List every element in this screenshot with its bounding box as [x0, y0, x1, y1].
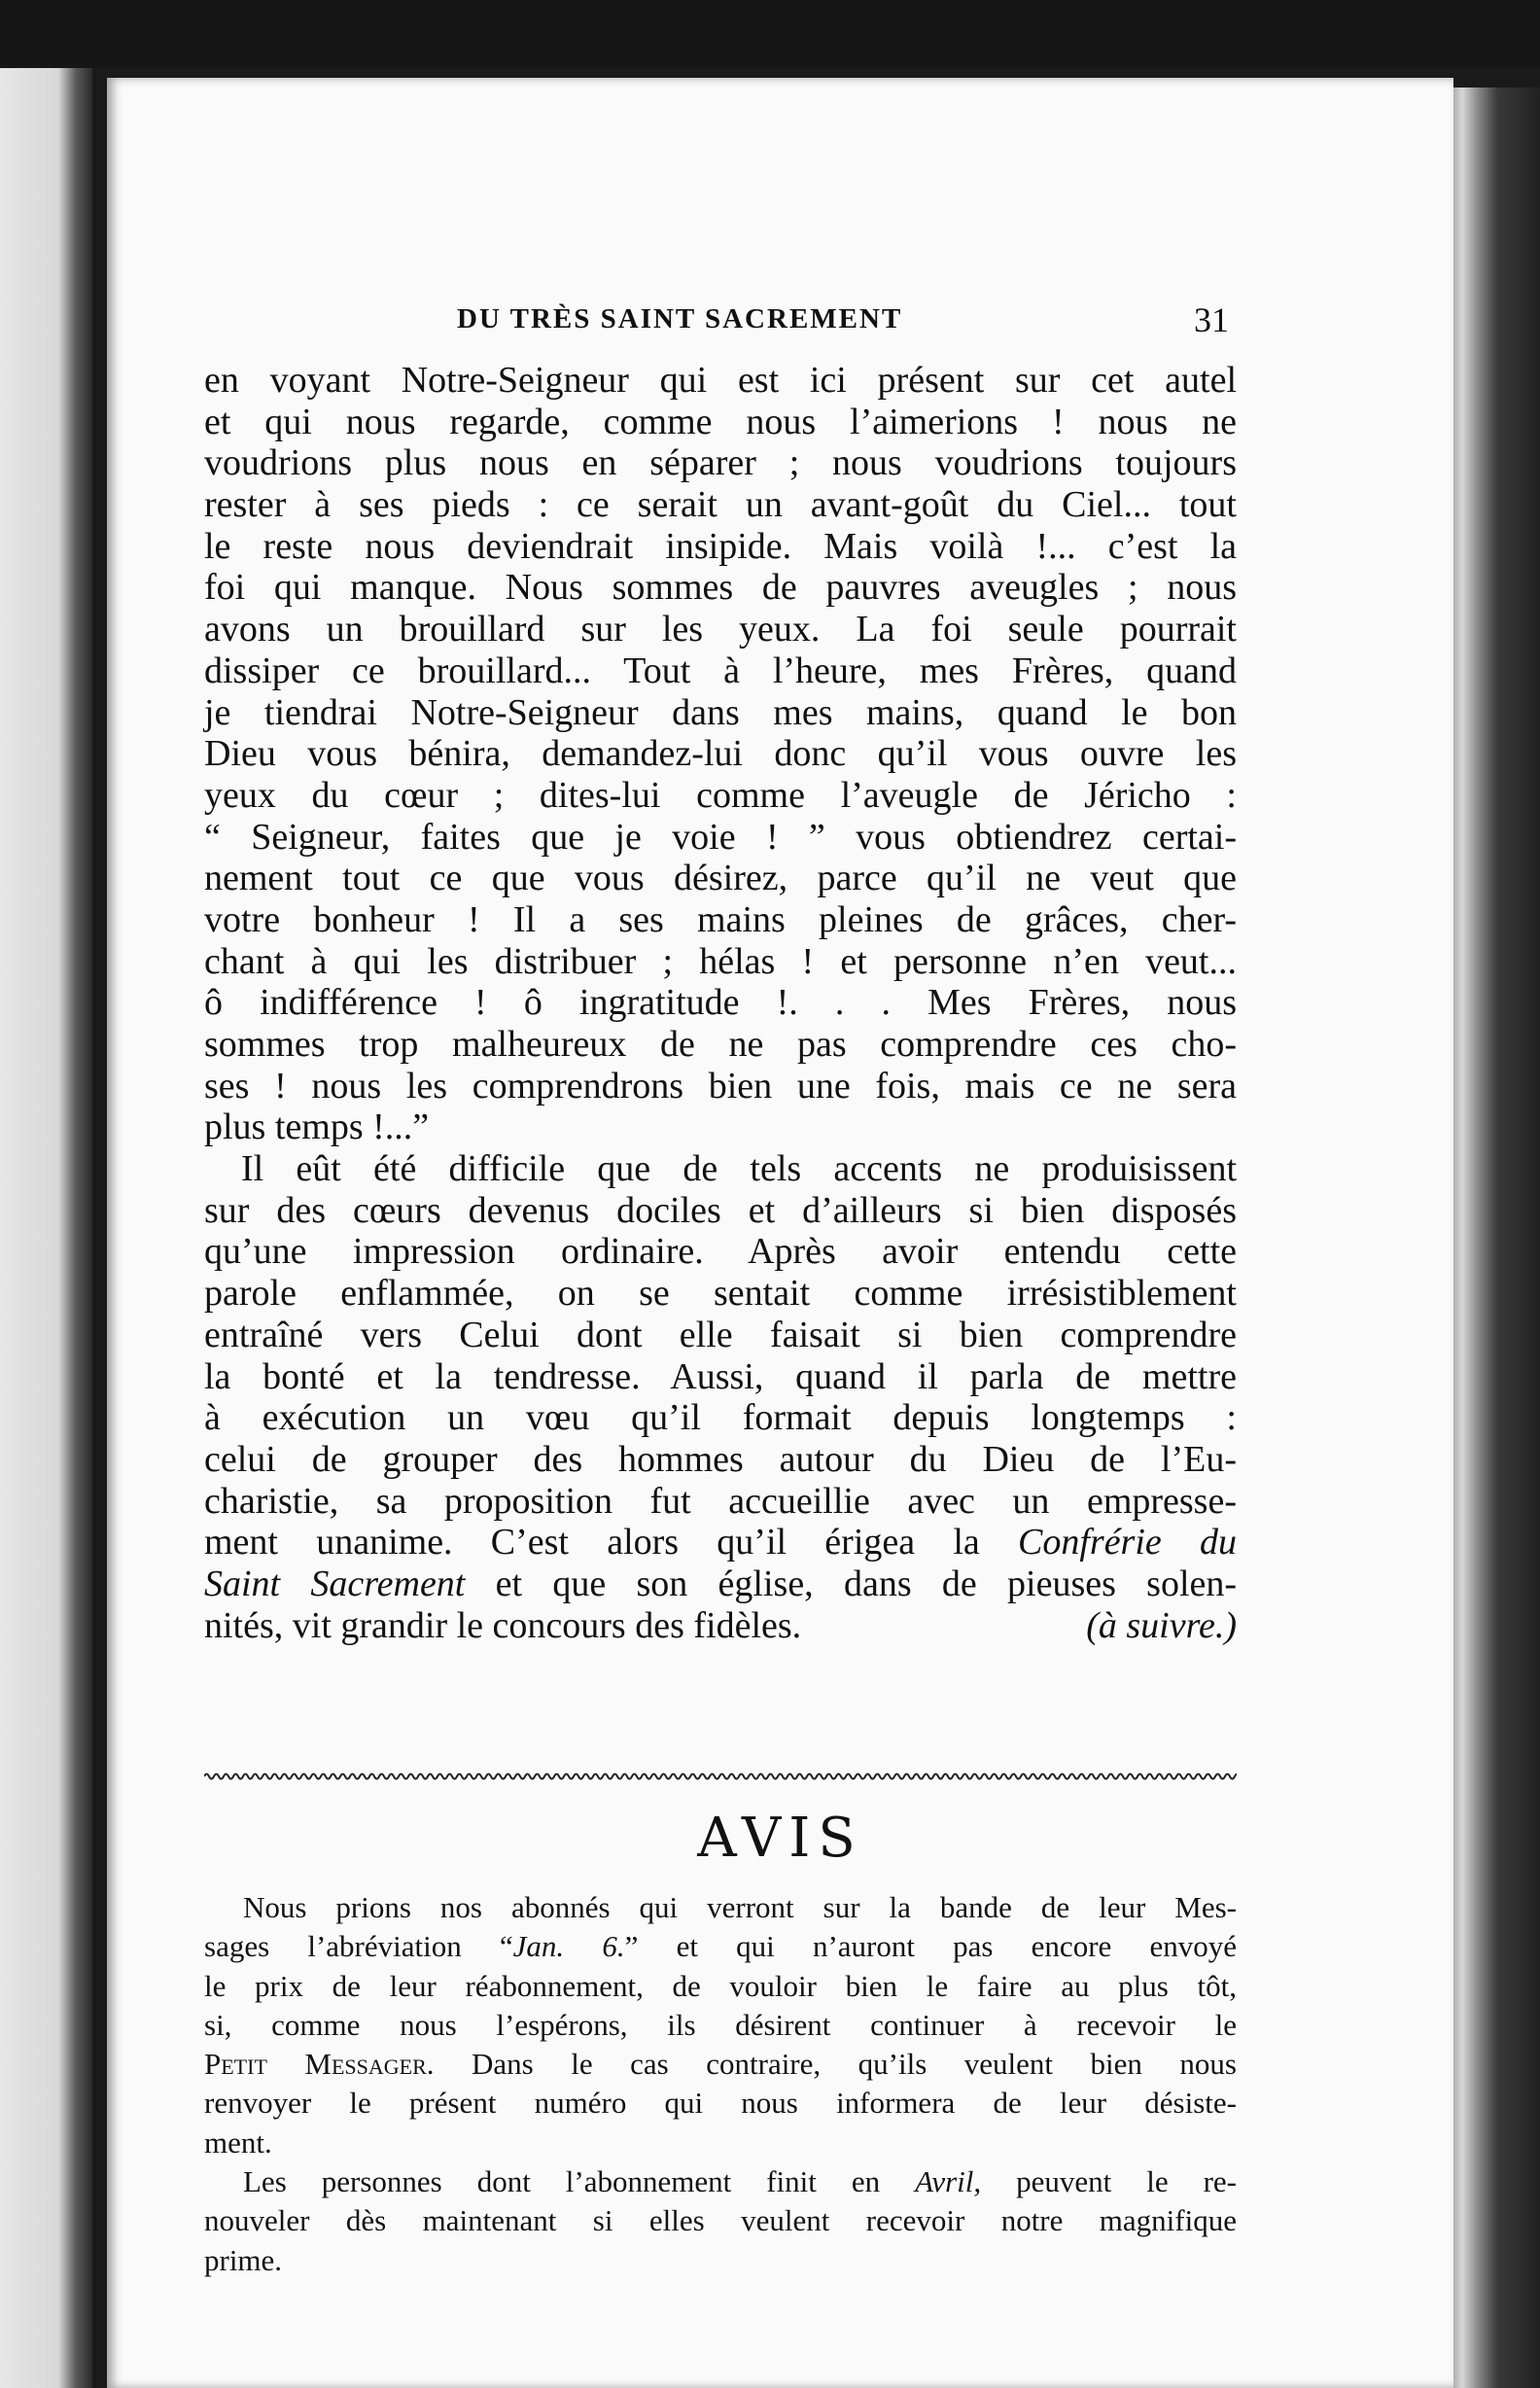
notice-line	[204, 2162, 1237, 2201]
text-line: plus temps !...”	[204, 1106, 430, 1148]
text-line: le reste nous deviendrait insipide. Mais voilà !... c’est la	[204, 525, 1237, 567]
notice-line	[204, 1927, 1237, 1966]
line-text: ment unanime. C’est alors qu’il érigea la	[204, 1522, 980, 1563]
notice-line: nouveler dès maintenant si elles veulent recevoir notre magnifique	[204, 2203, 1237, 2238]
italic-title: Confrérie du	[1018, 1522, 1237, 1563]
abbreviation: Jan. 6.	[512, 1929, 625, 1964]
text-line: foi qui manque. Nous sommes de pauvres aveugles ; nous	[204, 567, 1237, 609]
month: Avril,	[915, 2164, 982, 2199]
text-line: dissiper ce brouillard... Tout à l’heure, mes Frères, quand	[204, 650, 1237, 691]
text-line: avons un brouillard sur les yeux. La foi seule pourrait	[204, 609, 1237, 650]
paragraph-quote	[204, 360, 1237, 1148]
notice-line: Nous prions nos abonnés qui verront sur la bande de leur Mes-	[243, 1890, 1237, 1924]
text-line: charistie, sa proposition fut accueillie avec un empresse-	[204, 1480, 1237, 1522]
article-body	[204, 360, 1237, 1646]
notice-line: prime.	[204, 2242, 283, 2277]
publication-name: Petit Messager.	[204, 2047, 435, 2082]
text-line: ses ! nous les comprendrons bien une fois, mais ce ne sera	[204, 1065, 1237, 1106]
text-line: sur des cœurs devenus dociles et d’ailleurs si bien disposés	[204, 1189, 1237, 1231]
line-text: nités, vit grandir le concours des fidèles.	[204, 1604, 802, 1646]
scan-backdrop	[0, 0, 1540, 68]
text-line: votre bonheur ! Il a ses mains pleines de grâces, cher-	[204, 898, 1237, 940]
notice-title: AVIS	[697, 1807, 863, 1870]
text-line: chant à qui les distribuer ; hélas ! et personne n’en veut...	[204, 940, 1237, 982]
line-text: Dans le cas contraire, qu’ils veulent bien nous	[472, 2047, 1237, 2082]
notice-body	[204, 1888, 1237, 2280]
running-head	[107, 300, 1453, 342]
text-line: nement tout ce que vous désirez, parce qu’il ne veut que	[204, 858, 1237, 899]
line-text: ” et qui n’auront pas encore envoyé	[624, 1929, 1237, 1964]
running-title: DU TRÈS SAINT SACREMENT	[457, 303, 903, 334]
text-line: la bonté et la tendresse. Aussi, quand il parla de mettre	[204, 1355, 1237, 1397]
closing-line	[204, 1605, 1237, 1647]
notice-line: le prix de leur réabonnement, de vouloir bien le faire au plus tôt,	[204, 1968, 1237, 2003]
wavy-divider	[204, 1770, 1237, 1783]
text-line: Il eût été difficile que de tels accents ne produisissent	[241, 1148, 1237, 1190]
text-line: yeux du cœur ; dites-lui comme l’aveugle de Jéricho :	[204, 774, 1237, 816]
text-line: “ Seigneur, faites que je voie ! ” vous obtiendrez certai-	[204, 816, 1237, 858]
paragraph-narrative	[204, 1148, 1237, 1646]
text-line: rester à ses pieds : ce serait un avant-goût du Ciel... tout	[204, 484, 1237, 526]
line-text: peuvent le re-	[1016, 2164, 1237, 2199]
facing-page-edge	[0, 68, 92, 2388]
text-line	[204, 1563, 1237, 1605]
line-text: Les personnes dont l’abonnement finit en	[243, 2164, 881, 2199]
page-number: 31	[1194, 300, 1229, 339]
text-line: voudrions plus nous en séparer ; nous voudrions toujours	[204, 442, 1237, 484]
italic-title: Saint Sacrement	[204, 1563, 466, 1604]
book-edge	[1449, 88, 1540, 2388]
notice-line: renvoyer le présent numéro qui nous informera de leur désiste-	[204, 2086, 1237, 2121]
text-line: à exécution un vœu qu’il formait depuis longtemps :	[204, 1397, 1237, 1439]
text-line: et qui nous regarde, comme nous l’aimerions ! nous ne	[204, 401, 1237, 442]
text-line: sommes trop malheureux de ne pas comprendre ces cho-	[204, 1024, 1237, 1065]
notice-line: ment.	[204, 2125, 272, 2160]
text-line: celui de grouper des hommes autour du Dieu de l’Eu-	[204, 1438, 1237, 1480]
book-page	[107, 78, 1453, 2388]
line-text: et que son église, dans de pieuses solen-	[495, 1563, 1238, 1604]
text-line: parole enflammée, on se sentait comme irrésistiblement	[204, 1273, 1237, 1315]
line-text: sages l’abréviation “	[204, 1929, 513, 1964]
text-line	[204, 1522, 1237, 1563]
notice-line: si, comme nous l’espérons, ils désirent continuer à recevoir le	[204, 2007, 1237, 2042]
notice-line	[204, 2045, 1237, 2084]
text-line: qu’une impression ordinaire. Après avoir entendu cette	[204, 1231, 1237, 1273]
text-line: je tiendrai Notre-Seigneur dans mes mains, quand le bon	[204, 691, 1237, 733]
text-line: ô indifférence ! ô ingratitude !. . . Mes Frères, nous	[204, 982, 1237, 1024]
text-line: entraîné vers Celui dont elle faisait si bien comprendre	[204, 1314, 1237, 1355]
text-line: Dieu vous bénira, demandez-lui donc qu’il vous ouvre les	[204, 733, 1237, 775]
text-line: en voyant Notre-Seigneur qui est ici présent sur cet autel	[204, 360, 1237, 401]
to-be-continued: (à suivre.)	[1086, 1604, 1237, 1646]
